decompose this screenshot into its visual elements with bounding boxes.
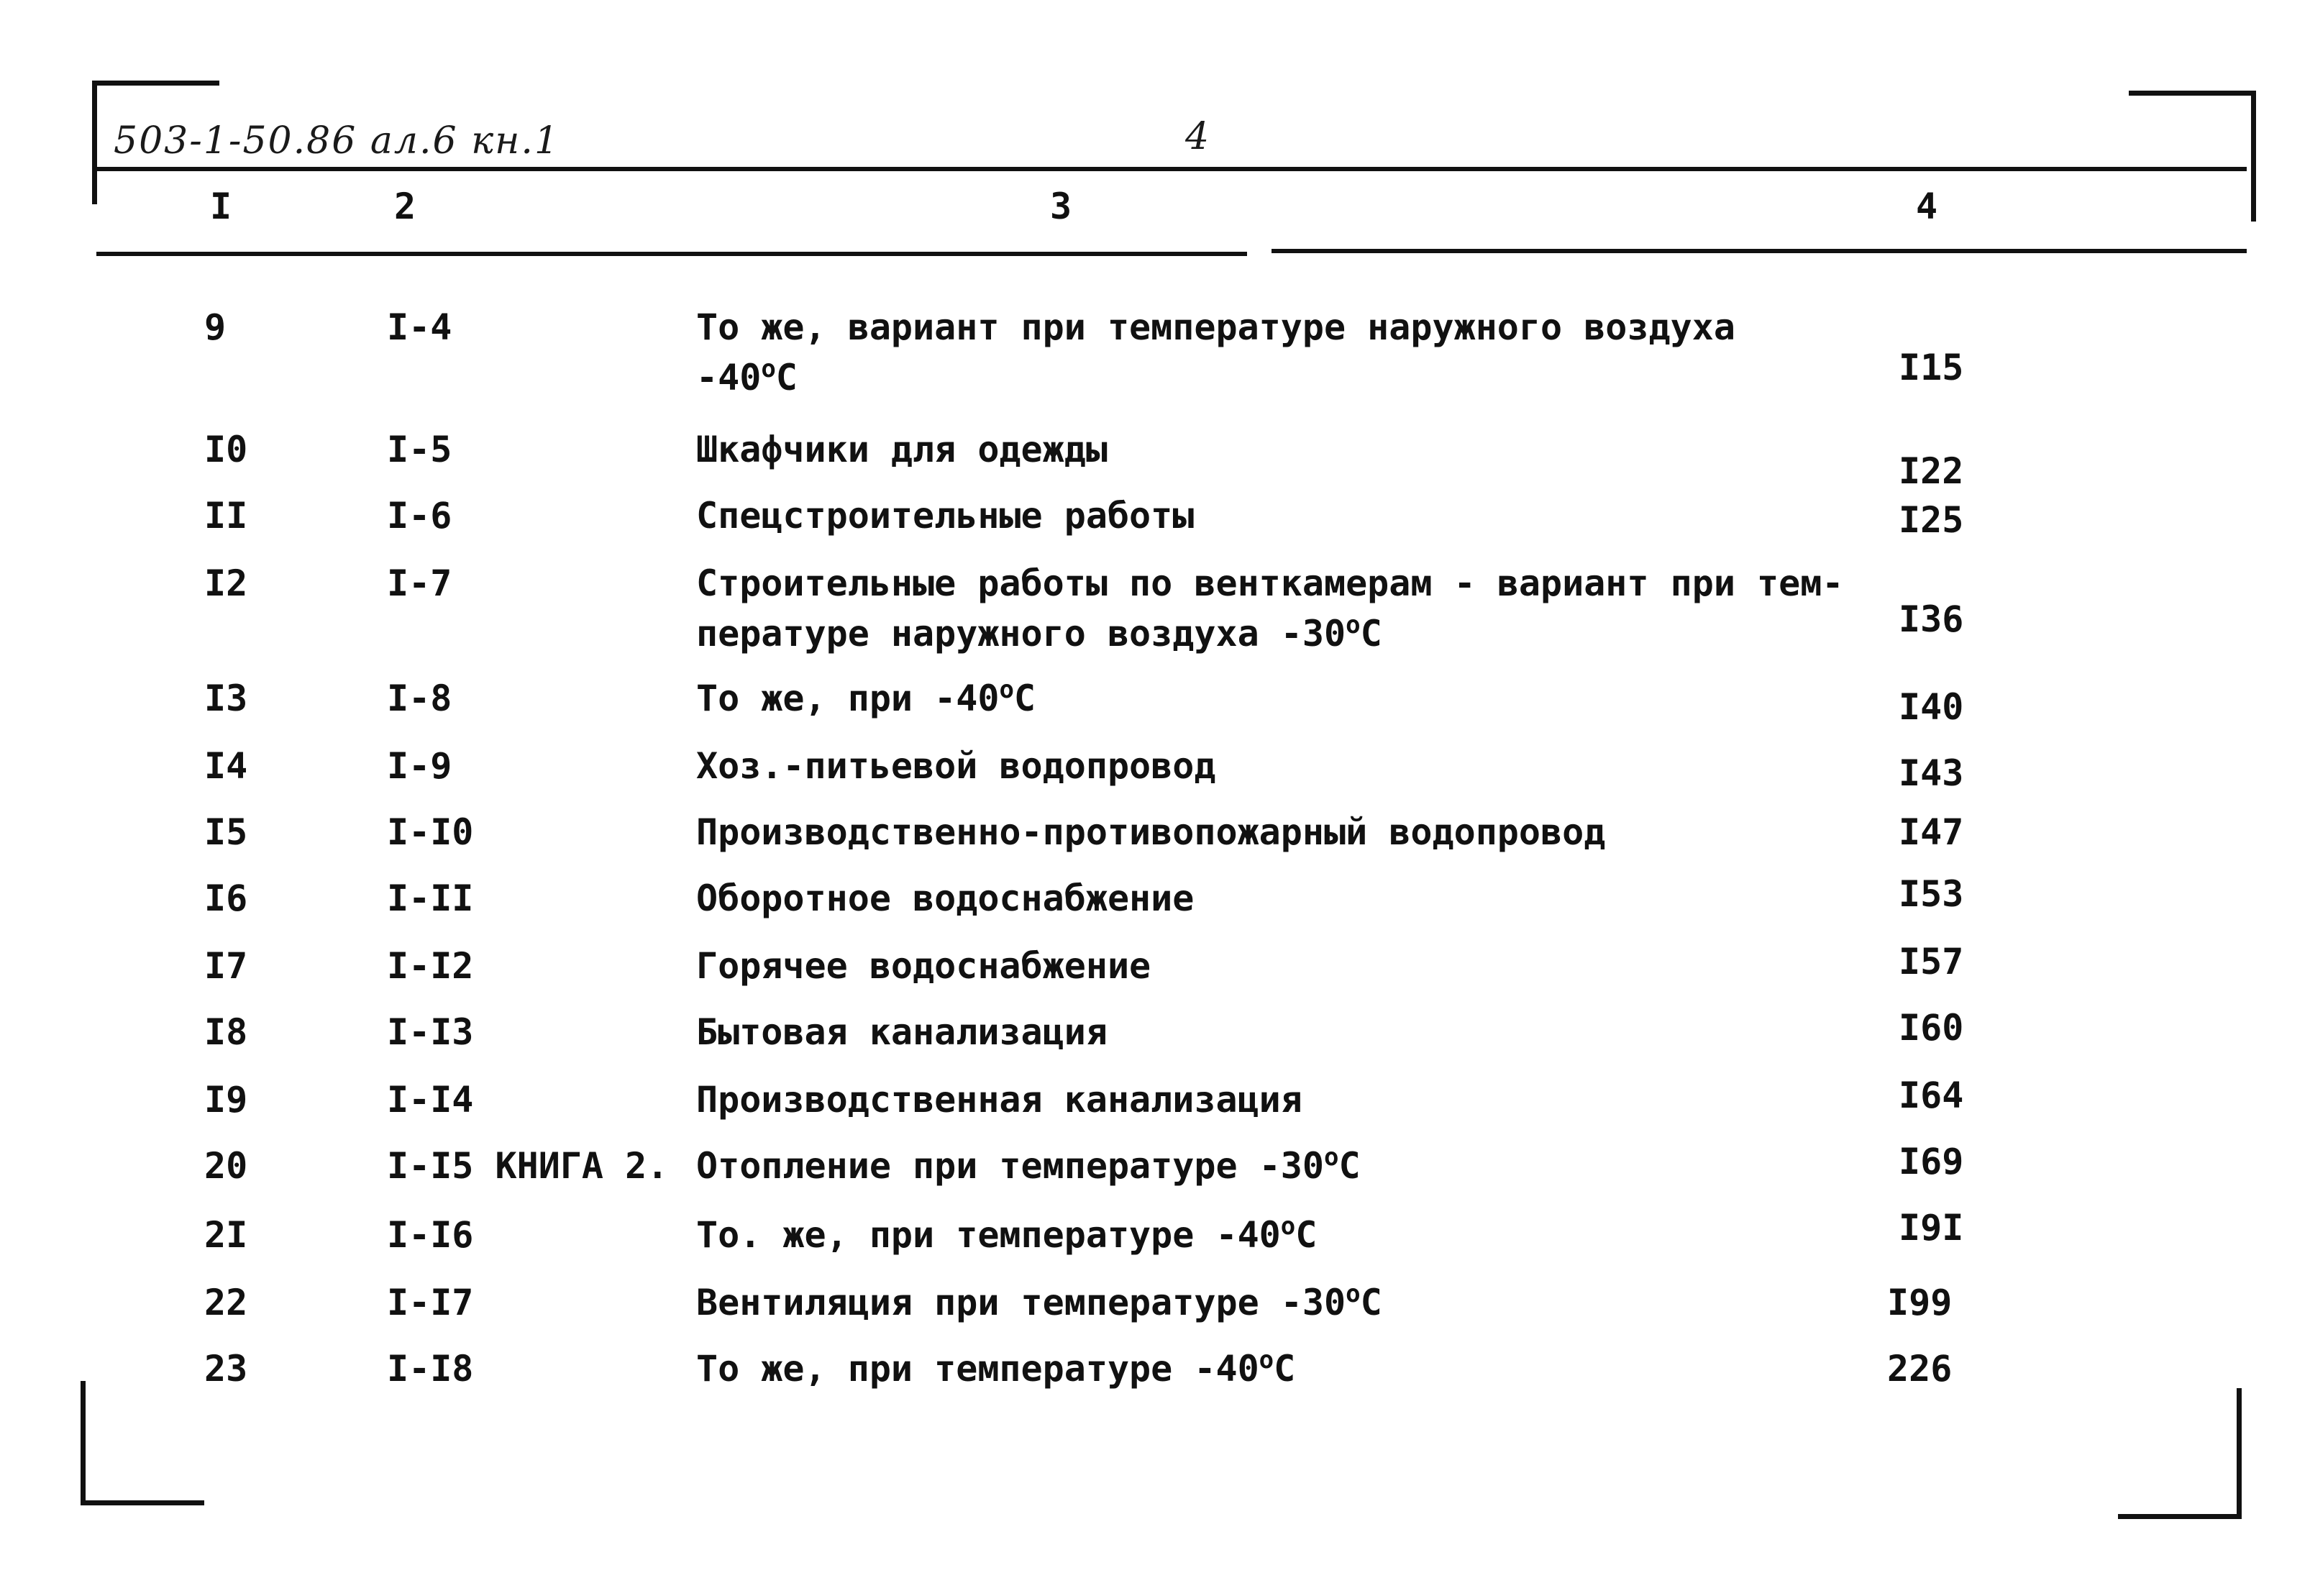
sheet-code: I-II bbox=[387, 877, 474, 919]
unit: C bbox=[775, 357, 798, 398]
page-ref: I9I bbox=[1899, 1207, 1964, 1249]
table-row bbox=[0, 1207, 2310, 1274]
description bbox=[696, 1210, 1317, 1264]
description-line-1: То же, вариант при температуре наружного воздуха bbox=[696, 306, 1735, 348]
description: Горячее водоснабжение bbox=[696, 945, 1151, 987]
table-row bbox=[0, 1277, 2310, 1342]
degree-mark: o bbox=[761, 355, 776, 383]
page-ref: I60 bbox=[1899, 1007, 1964, 1049]
unit: C bbox=[1274, 1348, 1296, 1390]
sheet-code: I-I8 bbox=[387, 1348, 474, 1390]
page-ref: I53 bbox=[1899, 873, 1964, 915]
degree-mark: o bbox=[1259, 1346, 1274, 1374]
degree-mark: o bbox=[1280, 1212, 1296, 1241]
column-header-3: 3 bbox=[1050, 186, 1072, 227]
unit: C bbox=[1013, 678, 1036, 719]
sheet-code: I-8 bbox=[387, 678, 452, 719]
row-number: I3 bbox=[204, 678, 248, 719]
page-ref: I25 bbox=[1899, 499, 1964, 541]
sheet-code: I-4 bbox=[387, 306, 452, 348]
row-number: I2 bbox=[204, 562, 248, 604]
column-head-rule-right bbox=[1272, 249, 2247, 253]
page-ref: I64 bbox=[1899, 1075, 1964, 1116]
column-head-rule-left bbox=[96, 252, 1247, 256]
page-ref: I47 bbox=[1899, 811, 1964, 853]
description: Производственно-противопожарный водопровод bbox=[696, 811, 1606, 853]
table-row bbox=[0, 491, 2310, 555]
description-text: То же, при температуре -40 bbox=[696, 1348, 1259, 1390]
description: Бытовая канализация bbox=[696, 1011, 1108, 1053]
page-ref: I22 bbox=[1899, 450, 1964, 492]
sheet-code: I-9 bbox=[387, 745, 452, 787]
column-header-4: 4 bbox=[1916, 186, 1938, 227]
sheet-code: I-I3 bbox=[387, 1011, 474, 1053]
sheet-code: I-7 bbox=[387, 562, 452, 604]
frame-corner-top-right bbox=[2129, 91, 2256, 222]
page-number: 4 bbox=[1185, 115, 1211, 158]
row-number: I4 bbox=[204, 745, 248, 787]
page-ref: I15 bbox=[1899, 347, 1964, 388]
unit: C bbox=[1338, 1145, 1361, 1187]
table-row bbox=[0, 741, 2310, 806]
description: Оборотное водоснабжение bbox=[696, 877, 1195, 919]
table-row bbox=[0, 302, 2310, 417]
table-row bbox=[0, 1141, 2310, 1205]
unit: C bbox=[1295, 1214, 1318, 1256]
page-ref: I99 bbox=[1887, 1282, 1953, 1323]
row-number: I9 bbox=[204, 1079, 248, 1121]
description bbox=[696, 302, 1735, 407]
table-row bbox=[0, 873, 2310, 938]
table-row bbox=[0, 941, 2310, 1006]
sheet-code: I-6 bbox=[387, 495, 452, 537]
row-number: I5 bbox=[204, 811, 248, 853]
row-number: II bbox=[204, 495, 248, 537]
table-row bbox=[0, 1344, 2310, 1408]
unit: C bbox=[1360, 613, 1382, 655]
row-number: I8 bbox=[204, 1011, 248, 1053]
description-line-2: -40 bbox=[696, 357, 762, 398]
row-number: I7 bbox=[204, 945, 248, 987]
row-number: 22 bbox=[204, 1282, 248, 1323]
description bbox=[696, 1344, 1295, 1398]
page-ref: I43 bbox=[1899, 752, 1964, 794]
document-code: 503-1-50.86 ал.6 кн.1 bbox=[114, 119, 560, 163]
sheet-code: I-I7 bbox=[387, 1282, 474, 1323]
sheet-code: I-5 bbox=[387, 429, 452, 470]
table-row bbox=[0, 1075, 2310, 1139]
column-header-2: 2 bbox=[394, 186, 416, 227]
degree-mark: o bbox=[999, 675, 1014, 704]
page-ref: I69 bbox=[1899, 1141, 1964, 1182]
row-number: 23 bbox=[204, 1348, 248, 1390]
description-text: Вентиляция при температуре -30 bbox=[696, 1282, 1346, 1323]
page-ref: I36 bbox=[1899, 598, 1964, 640]
row-number: I6 bbox=[204, 877, 248, 919]
description-line-1: Строительные работы по венткамерам - вариант при тем- bbox=[696, 562, 1844, 604]
page-ref: I40 bbox=[1899, 686, 1964, 728]
column-header-1: I bbox=[210, 186, 232, 227]
header-rule bbox=[96, 167, 2247, 171]
sheet-code: I-I0 bbox=[387, 811, 474, 853]
page-ref: 226 bbox=[1887, 1348, 1953, 1390]
description-line-2: пературе наружного воздуха -30 bbox=[696, 613, 1346, 655]
table-row bbox=[0, 424, 2310, 492]
sheet-code: I-I5 КНИГА 2. bbox=[387, 1145, 669, 1187]
degree-mark: o bbox=[1323, 1143, 1339, 1172]
page-ref: I57 bbox=[1899, 941, 1964, 982]
description: Производственная канализация bbox=[696, 1079, 1302, 1121]
description bbox=[696, 1277, 1382, 1332]
row-number: 20 bbox=[204, 1145, 248, 1187]
degree-mark: o bbox=[1346, 611, 1361, 639]
degree-mark: o bbox=[1346, 1280, 1361, 1308]
description: Спецстроительные работы bbox=[696, 495, 1195, 537]
table-row bbox=[0, 807, 2310, 872]
row-number: 2I bbox=[204, 1214, 248, 1256]
row-number: 9 bbox=[204, 306, 227, 348]
row-number: I0 bbox=[204, 429, 248, 470]
table-row bbox=[0, 1007, 2310, 1072]
description-text: Отопление при температуре -30 bbox=[696, 1145, 1324, 1187]
description-text: То. же, при температуре -40 bbox=[696, 1214, 1281, 1256]
table-row bbox=[0, 673, 2310, 738]
table-row bbox=[0, 558, 2310, 673]
sheet-code: I-I4 bbox=[387, 1079, 474, 1121]
description bbox=[696, 1141, 1361, 1195]
description bbox=[696, 558, 1843, 663]
description-text: То же, при -40 bbox=[696, 678, 1000, 719]
sheet-code: I-I2 bbox=[387, 945, 474, 987]
description: Хоз.-питьевой водопровод bbox=[696, 745, 1216, 787]
description: Шкафчики для одежды bbox=[696, 429, 1108, 470]
unit: C bbox=[1360, 1282, 1382, 1323]
description bbox=[696, 673, 1036, 728]
sheet-code: I-I6 bbox=[387, 1214, 474, 1256]
